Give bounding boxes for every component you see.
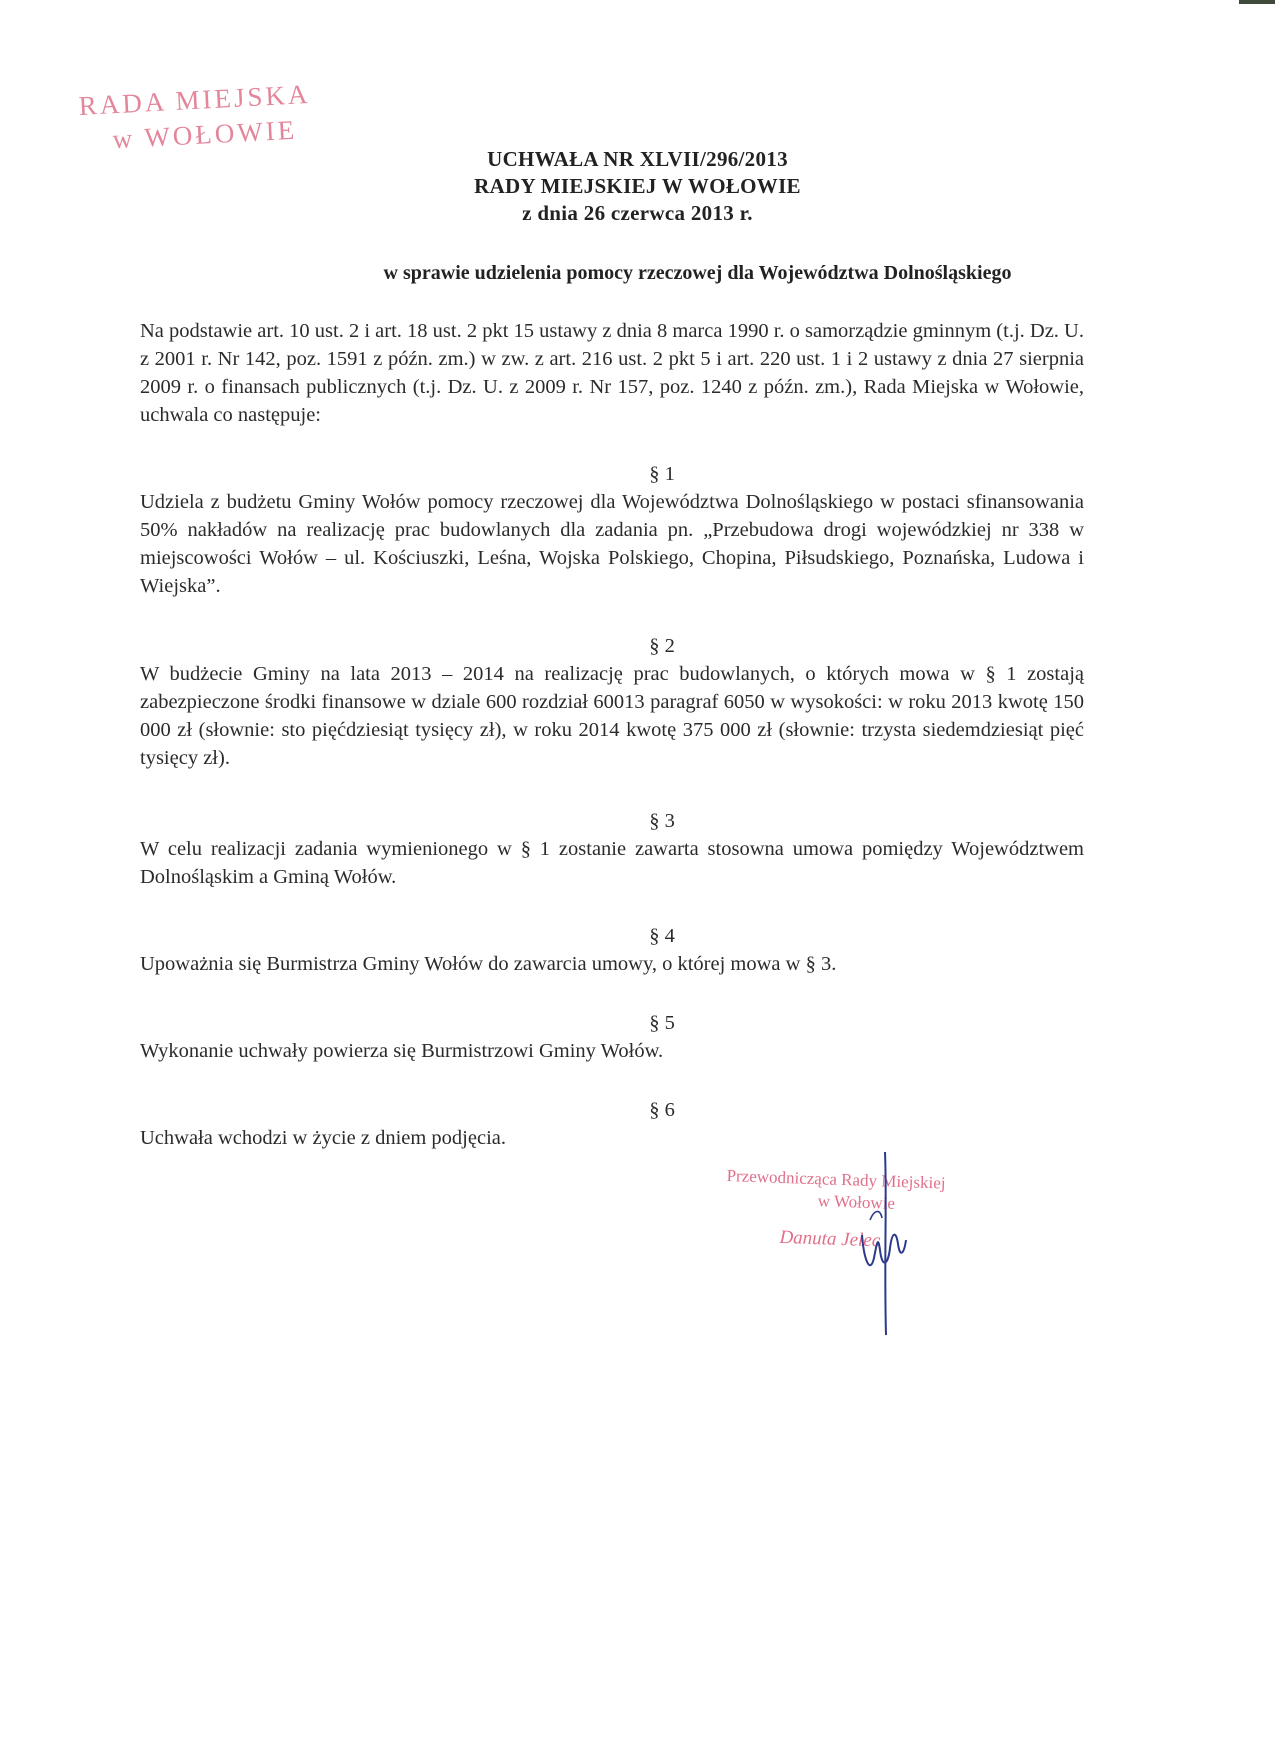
paragraph-text: Wykonanie uchwały powierza się Burmistrzowi Gminy Wołów.: [140, 1040, 664, 1062]
paragraph-text: Upoważnia się Burmistrza Gminy Wołów do zawarcia umowy, o której mowa w § 3.: [140, 953, 837, 975]
council-stamp: [78, 74, 381, 157]
council-stamp-line2: w WOŁOWIE: [111, 114, 298, 155]
paragraph-text: W budżecie Gminy na lata 2013 – 2014 na realizację prac budowlanych, o których mowa w § 1 zostają zabezpieczone środki finansowe w dziale 600 rozdział 60013 paragraf 6050 w wysokości: w roku 2013 kwotę 150 000 zł (słownie: sto pięćdziesiąt tysięcy zł), w roku 2014 kwotę 375 000 zł (słownie: trzysta siedemdziesiąt pięć tysięcy zł).: [140, 663, 1084, 769]
paragraph-sign: § 4: [649, 925, 675, 947]
paragraph-4: [140, 922, 1084, 978]
paragraph-5: [140, 1009, 1084, 1065]
resolution-title: UCHWAŁA NR XLVII/296/2013: [487, 147, 788, 171]
preamble: Na podstawie art. 10 ust. 2 i art. 18 ust. 2 pkt 15 ustawy z dnia 8 marca 1990 r. o samorządzie gminnym (t.j. Dz. U. z 2001 r. Nr 142, poz. 1591 z późn. zm.) w zw. z art. 216 ust. 2 pkt 5 i art. 220 ust. 1 i 2 ustawy z dnia 27 sierpnia 2009 r. o finansach publicznych (t.j. Dz. U. z 2009 r. Nr 157, poz. 1240 z późn. zm.), Rada Miejska w Wołowie, uchwala co następuje:: [140, 320, 1084, 426]
paragraph-text: Uchwała wchodzi w życie z dniem podjęcia.: [140, 1127, 506, 1149]
paragraph-2: [140, 632, 1084, 772]
chairwoman-stamp-name: Danuta Jelec: [779, 1226, 881, 1252]
chairwoman-stamp-title: Przewodnicząca Rady Miejskiej: [726, 1165, 946, 1193]
chairwoman-stamp-place: w Wołowie: [817, 1191, 896, 1213]
paragraph-sign: § 3: [649, 810, 675, 832]
scan-edge-mark: [1239, 0, 1275, 4]
paragraph-1: [140, 460, 1084, 600]
handwritten-signature: [840, 1140, 960, 1340]
paragraph-sign: § 2: [649, 635, 675, 657]
paragraph-3: [140, 807, 1084, 891]
council-stamp-line1: RADA MIEJSKA: [78, 78, 312, 121]
paragraph-text: Udziela z budżetu Gminy Wołów pomocy rzeczowej dla Województwa Dolnośląskiego w postaci sfinansowania 50% nakładów na realizację prac budowlanych dla zadania pn. „Przebudowa drogi wojewódzkiej nr 338 w miejscowości Wołów – ul. Kościuszki, Leśna, Wojska Polskiego, Chopina, Piłsudskiego, Poznańska, Ludowa i Wiejska”.: [140, 491, 1084, 597]
resolution-council: RADY MIEJSKIEJ W WOŁOWIE: [474, 174, 801, 198]
paragraph-text: W celu realizacji zadania wymienionego w § 1 zostanie zawarta stosowna umowa pomiędzy Województwem Dolnośląskim a Gminą Wołów.: [140, 838, 1084, 888]
resolution-header: [0, 146, 1275, 227]
resolution-subject: w sprawie udzielenia pomocy rzeczowej dla Województwa Dolnośląskiego: [383, 262, 1012, 284]
paragraph-sign: § 1: [649, 463, 675, 485]
resolution-date: z dnia 26 czerwca 2013 r.: [522, 201, 753, 225]
paragraph-sign: § 6: [649, 1099, 675, 1121]
paragraph-sign: § 5: [649, 1012, 675, 1034]
